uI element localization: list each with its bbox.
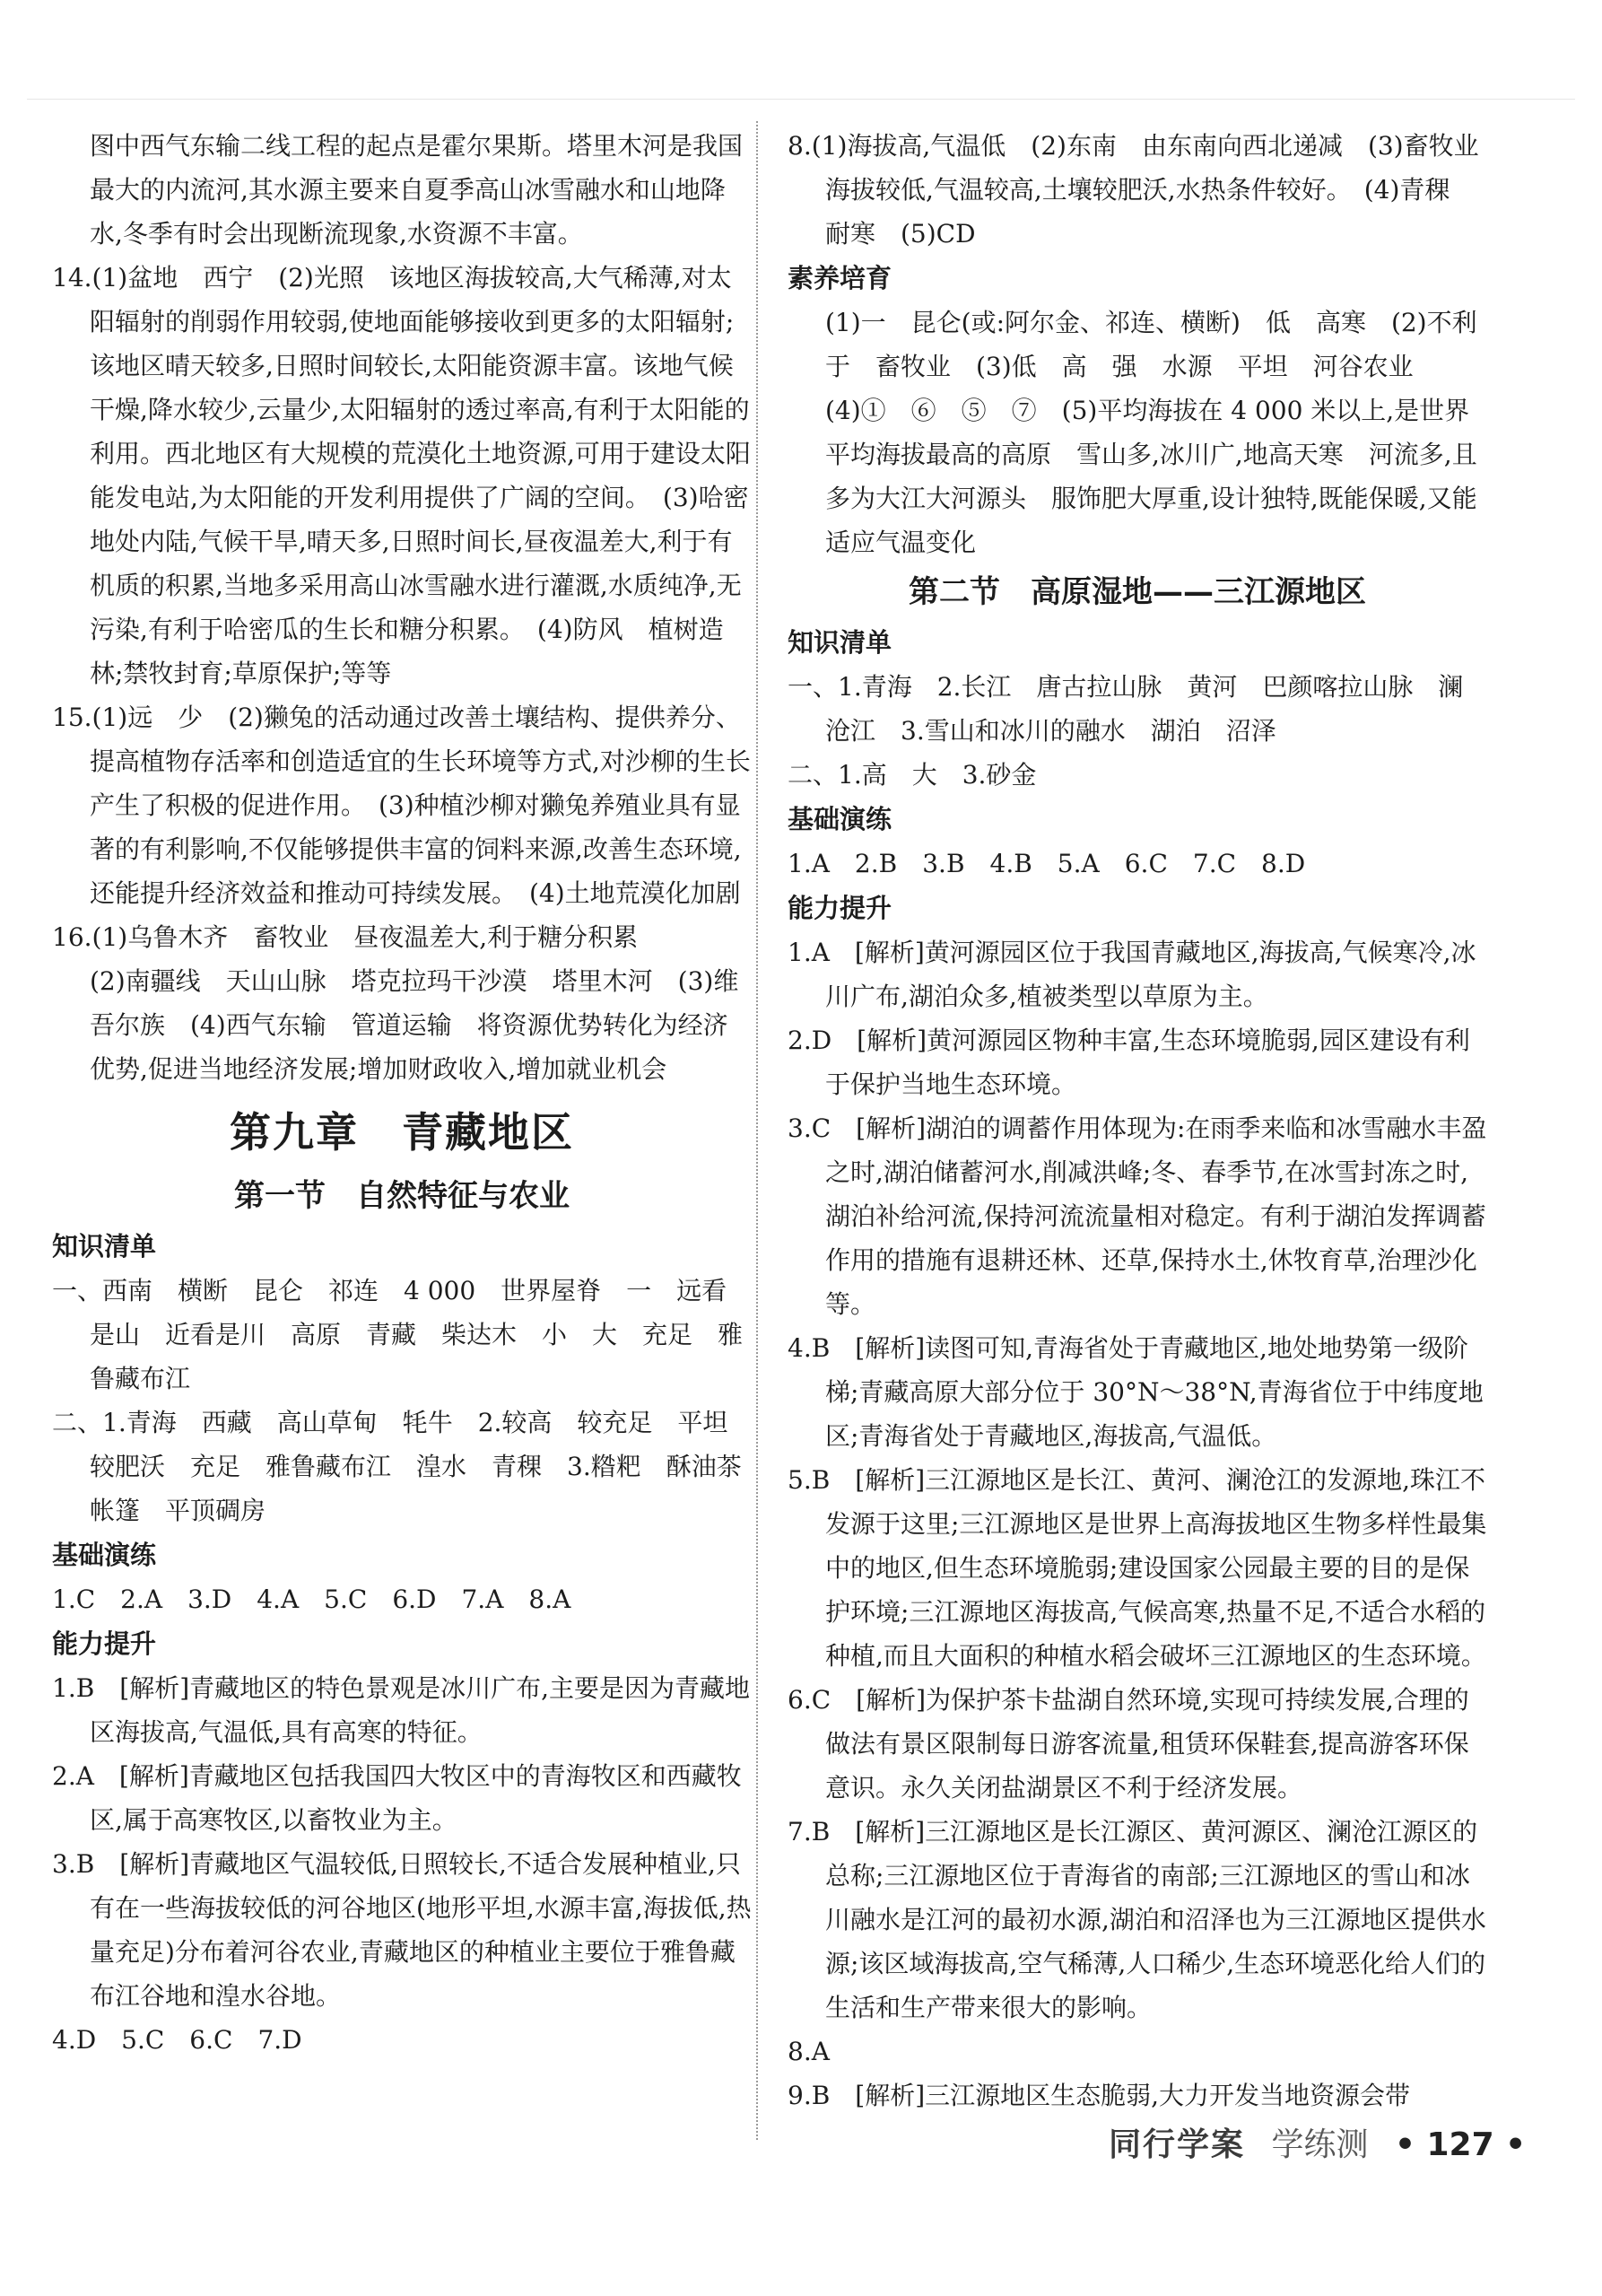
knowledge-list-item: 一、1.青海 2.长江 唐古拉山脉 黄河 巴颜喀拉山脉 澜沧江 3.雪山和冰川的融水 湖泊 沼泽 [788,672,1464,746]
answer-16-line1: 16.(1)乌鲁木齐 畜牧业 昼夜温差大,利于糖分积累 [52,922,639,952]
ability-heading: 能力提升 [788,893,892,923]
footer-brand: 同行学案 [1109,2126,1246,2163]
literacy-answer: (1)一 昆仑(或:阿尔金、祁连、横断) 低 高寒 (2)不利于 畜牧业 (3)低 高 强 水源 平坦 河谷农业 (4)① ⑥ ⑤ ⑦ (5)平均海拔在 4 000 米以上,是世界平均海拔最高的高原 雪山多,冰川广,地高天寒 河流多,且多为大江大河源头 服饰肥大厚重,设计独特,既能保暖,又能适应气温变化 [825,308,1477,557]
ability-answer: 5.B [解析]三江源地区是长江、黄河、澜沧江的发源地,珠江不发源于这里;三江源地区是世界上高海拔地区生物多样性最集中的地区,但生态环境脆弱;建设国家公园最主要的目的是保护环境;三江源地区海拔高,气候高寒,热量不足,不适合水稻的种植,而且大面积的种植水稻会破坏三江源地区的生态环境。 [788,1465,1487,1671]
answer-13-continued: 图中西气东输二线工程的起点是霍尔果斯。塔里木河是我国最大的内流河,其水源主要来自夏季高山冰雪融水和山地降水,冬季有时会出现断流现象,水资源不丰富。 [90,131,744,249]
ability-answer: 1.B [解析]青藏地区的特色景观是冰川广布,主要是因为青藏地区海拔高,气温低,具有高寒的特征。 [52,1673,751,1747]
basic-practice-heading: 基础演练 [52,1540,157,1570]
ability-answer: 1.A [解析]黄河源园区位于我国青藏地区,海拔高,气候寒冷,冰川广布,湖泊众多,植被类型以草原为主。 [788,938,1476,1011]
ability-answer: 4.D 5.C 6.C 7.D [52,2025,302,2055]
basic-practice-answers: 1.C 2.A 3.D 4.A 5.C 6.D 7.A 8.A [52,1585,571,1614]
section-title: 第一节 自然特征与农业 [234,1178,570,1214]
section-title: 第二节 高原湿地——三江源地区 [909,574,1366,610]
column-divider [756,121,758,2140]
top-rule [27,99,1575,100]
ability-answer: 4.B [解析]读图可知,青海省处于青藏地区,地处地势第一级阶梯;青藏高原大部分位于 30°N～38°N,青海省位于中纬度地区;青海省处于青藏地区,海拔高,气温低。 [788,1333,1484,1451]
literacy-heading: 素养培育 [788,263,892,293]
ability-answer: 2.A [解析]青藏地区包括我国四大牧区中的青海牧区和西藏牧区,属于高寒牧区,以畜牧业为主。 [52,1761,742,1835]
footer-subtitle: 学练测 [1271,2126,1369,2163]
knowledge-list-item: 一、西南 横断 昆仑 祁连 4 000 世界屋脊 一 远看是山 近看是川 高原 青藏 柴达木 小 大 充足 雅鲁藏布江 [52,1276,744,1393]
knowledge-list-heading: 知识清单 [788,627,892,658]
ability-answer: 8.A [788,2037,830,2066]
answer-14: 14.(1)盆地 西宁 (2)光照 该地区海拔较高,大气稀薄,对太阳辐射的削弱作用较弱,使地面能够接收到更多的太阳辐射;该地区晴天较多,日照时间较长,太阳能资源丰富。该地气候干燥,降水较少,云量少,太阳辐射的透过率高,有利于太阳能的利用。西北地区有大规模的荒漠化土地资源,可用于建设太阳能发电站,为太阳能的开发利用提供了广阔的空间。 (3)哈密地处内陆,气候干旱,晴天多,日照时间长,昼夜温差大,利于有机质的积累,当地多采用高山冰雪融水进行灌溉,水质纯净,无污染,有利于哈密瓜的生长和糖分积累。 (4)防风 植树造林;禁牧封育;草原保护;等等 [52,263,751,688]
basic-practice-answers: 1.A 2.B 3.B 4.B 5.A 6.C 7.C 8.D [788,849,1306,878]
ability-answer: 7.B [解析]三江源地区是长江源区、黄河源区、澜沧江源区的总称;三江源地区位于青海省的南部;三江源地区的雪山和冰川融水是江河的最初水源,湖泊和沼泽也为三江源地区提供水源;该区域海拔高,空气稀薄,人口稀少,生态环境恶化给人们的生活和生产带来很大的影响。 [788,1817,1486,2022]
knowledge-list-item: 二、1.高 大 3.砂金 [788,760,1037,790]
knowledge-list-heading: 知识清单 [52,1231,157,1261]
answer-15: 15.(1)远 少 (2)獭兔的活动通过改善土壤结构、提供养分、提高植物存活率和创造适宜的生长环境等方式,对沙柳的生长产生了积极的促进作用。 (3)种植沙柳对獭兔养殖业具有显著的有利影响,不仅能够提供丰富的饲料来源,改善生态环境,还能提升经济效益和推动可持续发展。 (4)土地荒漠化加剧 [52,703,751,908]
ability-answer: 3.C [解析]湖泊的调蓄作用体现为:在雨季来临和冰雪融水丰盈之时,湖泊储蓄河水,削减洪峰;冬、春季节,在冰雪封冻之时,湖泊补给河流,保持河流流量相对稳定。有利于湖泊发挥调蓄作用的措施有退耕还林、还草,保持水土,休牧育草,治理沙化等。 [788,1113,1487,1319]
chapter-title: 第九章 青藏地区 [230,1108,574,1157]
ability-answer: 3.B [解析]青藏地区气温较低,日照较长,不适合发展种植业,只有在一些海拔较低的河谷地区(地形平坦,水源丰富,海拔低,热量充足)分布着河谷农业,青藏地区的种植业主要位于雅鲁藏布江谷地和湟水谷地。 [52,1849,752,2011]
answer-16-rest: (2)南疆线 天山山脉 塔克拉玛干沙漠 塔里木河 (3)维吾尔族 (4)西气东输 管道运输 将资源优势转化为经济优势,促进当地经济发展;增加财政收入,增加就业机会 [90,966,739,1084]
ability-answer: 9.B [解析]三江源地区生态脆弱,大力开发当地资源会带 [788,2081,1411,2110]
ability-heading: 能力提升 [52,1628,157,1659]
basic-practice-heading: 基础演练 [788,804,892,834]
ability-answer: 6.C [解析]为保护茶卡盐湖自然环境,实现可持续发展,合理的做法有景区限制每日游客流量,租赁环保鞋套,提高游客环保意识。永久关闭盐湖景区不利于经济发展。 [788,1685,1469,1803]
page-footer [1109,2119,1526,2165]
ability-answer: 2.D [解析]黄河源园区物种丰富,生态环境脆弱,园区建设有利于保护当地生态环境。 [788,1026,1470,1099]
knowledge-list-item: 二、1.青海 西藏 高山草甸 牦牛 2.较高 较充足 平坦 较肥沃 充足 雅鲁藏布江 湟水 青稞 3.糌粑 酥油茶 帐篷 平顶碉房 [52,1408,767,1525]
left-column [52,124,767,2062]
right-column [788,124,1504,2117]
page-number: • 127 • [1394,2126,1527,2163]
answer-8: 8.(1)海拔高,气温低 (2)东南 由东南向西北递减 (3)畜牧业 海拔较低,气温较高,土壤较肥沃,水热条件较好。 (4)青稞 耐寒 (5)CD [788,131,1504,249]
